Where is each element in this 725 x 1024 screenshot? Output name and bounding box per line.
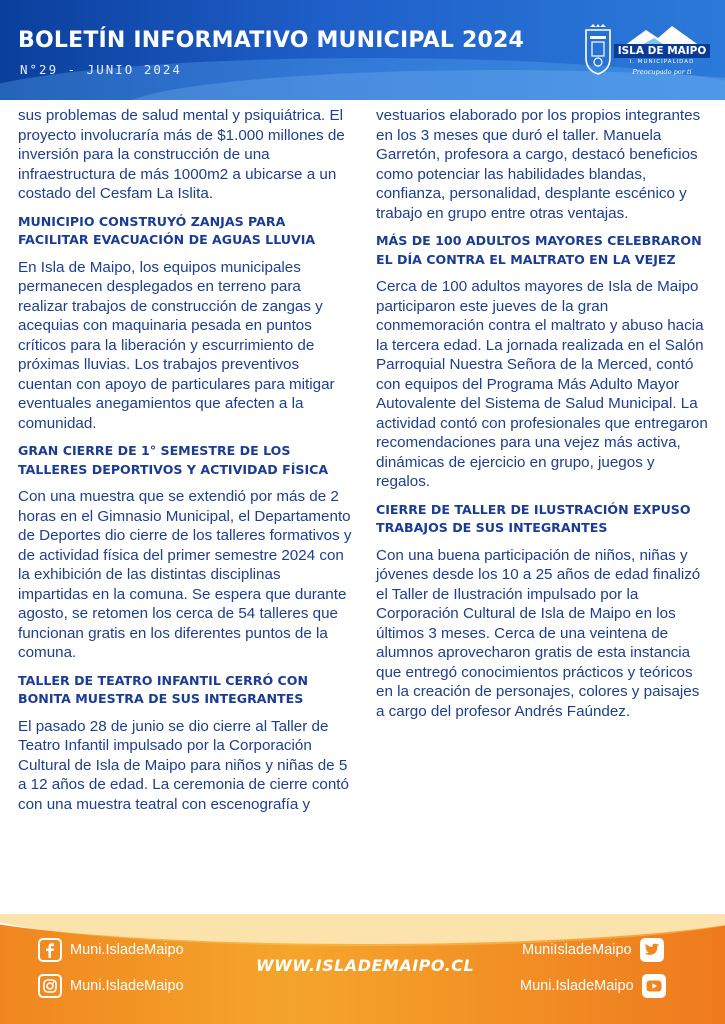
article-body: Con una buena participación de niños, niñas y jóvenes desde los 10 a 25 años de edad finalizó el Taller de Ilustración impulsado por la Corporación Cultural de Isla de Maipo en los últimos 3 meses. Cerca de una veintena de alumnos aprovecharon gratis de esta instancia que entregó conocimientos prácticos y teóricos en la creación de personajes, colores y paisajes a cargo del profesor Andrés Faúndez. <box>376 546 701 720</box>
article-heading: GRAN CIERRE DE 1° SEMESTRE DE LOS TALLERES DEPORTIVOS Y ACTIVIDAD FÍSICA <box>18 443 329 477</box>
footer-banner <box>0 914 725 1024</box>
youtube-icon <box>642 974 666 998</box>
article-body: El pasado 28 de junio se dio cierre al Taller de Teatro Infantil impulsado por la Corporación Cultural de Isla de Maipo para niños y niñas de 5 a 12 años de edad. La ceremonia de cierre contó con una muestra teatral con escenografía y <box>18 717 349 813</box>
header-banner <box>0 0 725 100</box>
isla-de-maipo-logo <box>614 26 710 78</box>
article-heading: MUNICIPIO CONSTRUYÓ ZANJAS PARA FACILITAR EVACUACIÓN DE AGUAS LLUVIA <box>18 213 316 247</box>
twitter-handle: MuniIsladeMaipo <box>522 942 632 958</box>
instagram-icon <box>38 974 62 998</box>
instagram-link[interactable] <box>38 974 184 998</box>
twitter-link[interactable] <box>522 938 664 962</box>
youtube-link[interactable] <box>520 974 666 998</box>
article-heading: CIERRE DE TALLER DE ILUSTRACIÓN EXPUSO TRABAJOS DE SUS INTEGRANTES <box>376 501 691 535</box>
twitter-icon <box>640 938 664 962</box>
instagram-handle: Muni.IsladeMaipo <box>70 978 184 994</box>
article-body: Cerca de 100 adultos mayores de Isla de Maipo participaron este jueves de la gran conmemoración contra el maltrato y abuso hacia la tercera edad. La jornada realizada en el Salón Parroquial Nuestra Señora de la Merced, contó con equipos del Programa Más Adulto Mayor Autovalente del Sistema de Salud Municipal. La actividad contó con profesionales que entregaron recomendaciones para una vejez más activa, dinámicas de ejercicio en grupo, juegos y regalos. <box>376 278 708 490</box>
newsletter-title: BOLETÍN INFORMATIVO MUNICIPAL 2024 <box>18 28 524 53</box>
article-body: En Isla de Maipo, los equipos municipales permanecen desplegados en terreno para realizar trabajos de construcción de zangas y acequias con maquinaria pesada en puntos críticos para la liberación y escurrimiento de próximas lluvias. Los trabajos preventivos cuentan con apoyo de particulares para mitigar eventuales anegamientos que afecten a la comunidad. <box>18 258 335 432</box>
article-heading: TALLER DE TEATRO INFANTIL CERRÓ CON BONITA MUESTRA DE SUS INTEGRANTES <box>18 672 309 706</box>
facebook-link[interactable] <box>38 938 184 962</box>
mountain-logo-icon <box>624 26 700 46</box>
facebook-icon <box>38 938 62 962</box>
left-column <box>18 106 352 814</box>
website-link[interactable]: WWW.ISLADEMAIPO.CL <box>256 956 475 975</box>
logo-sub: I. MUNICIPALIDAD <box>629 59 695 65</box>
municipal-shield-icon <box>584 24 612 76</box>
article-body: Con una muestra que se extendió por más de 2 horas en el Gimnasio Municipal, el Departamento de Deportes dio cierre de los talleres formativos y de actividad física del primer semestre 2024 con la exhibición de las distintas disciplinas impartidas en la comuna. Se espera que durante agosto, se retomen los cerca de 54 talleres que funcionan gratis en los diferentes puntos de la comuna. <box>18 488 352 661</box>
youtube-handle: Muni.IsladeMaipo <box>520 978 634 994</box>
continued-paragraph: vestuarios elaborado por los propios integrantes en los 3 meses que duró el taller. Manuela Garretón, profesora a cargo, destacó beneficios como potenciar las habilidades blandas, confianza, personalidad, desplante escénico y trabajo en grupo entre otras ventajas. <box>376 107 701 222</box>
issue-subtitle: N°29 - JUNIO 2024 <box>20 62 182 77</box>
facebook-handle: Muni.IsladeMaipo <box>70 942 184 958</box>
logo-name: ISLA DE MAIPO <box>614 44 710 58</box>
right-column <box>376 106 710 721</box>
article-heading: MÁS DE 100 ADULTOS MAYORES CELEBRARON EL DÍA CONTRA EL MALTRATO EN LA VEJEZ <box>376 233 702 267</box>
continued-paragraph: sus problemas de salud mental y psiquiátrica. El proyecto involucraría más de $1.000 millones de inversión para la construcción de una infraestructura de más 1000m2 a ubicarse a un costado del Cesfam La Islita. <box>18 107 345 202</box>
logo-slogan: Preocupado por ti <box>632 68 692 76</box>
